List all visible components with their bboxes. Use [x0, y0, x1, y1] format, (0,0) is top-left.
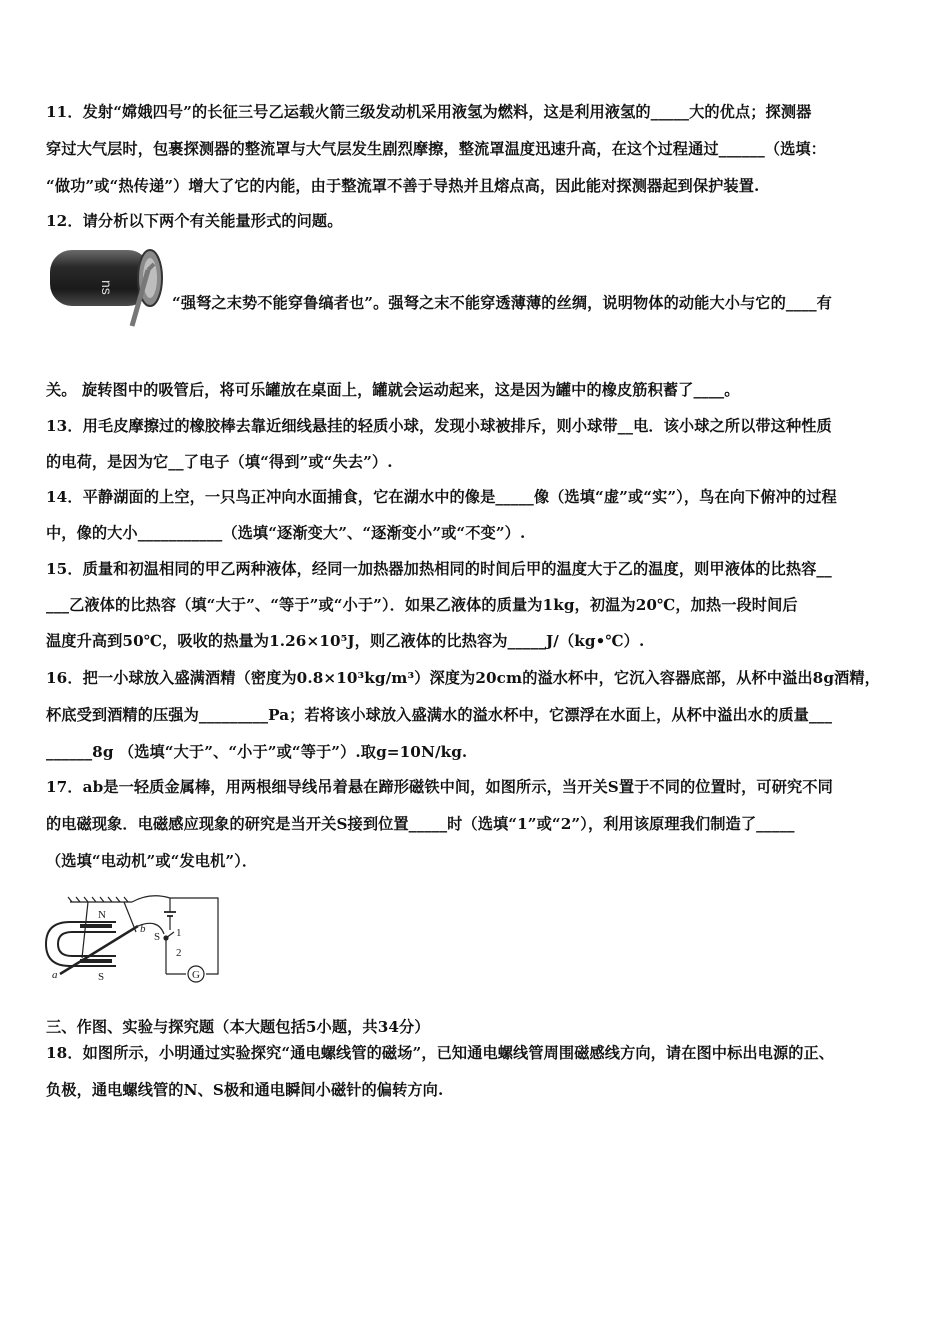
q14-line-1: 14．平静湖面的上空，一只鸟正冲向水面捕食，它在湖水中的像是_____像（选填“虚”或“实”），鸟在向下俯冲的过程 [46, 488, 837, 506]
switch-label: S [154, 931, 161, 943]
electromagnetic-circuit-figure [40, 888, 222, 984]
can-marking: ns [99, 280, 115, 295]
magnet-s-label: S [98, 971, 105, 983]
q15-line-1: 15．质量和初温相同的甲乙两种液体，经同一加热器加热相同的时间后甲的温度大于乙的温度，则甲液体的比热容__ [46, 560, 832, 578]
contact-1-label: 1 [176, 927, 182, 939]
q11-line-1: 11．发射“嫦娥四号”的长征三号乙运载火箭三级发动机采用液氢为燃料，这是利用液氢的_____大的优点；探测器 [46, 103, 812, 121]
q13-line-1: 13．用毛皮摩擦过的橡胶棒去靠近细线悬挂的轻质小球，发现小球被排斥，则小球带__电．该小球之所以带这种性质 [46, 417, 832, 435]
q11-line-2: 穿过大气层时，包裹探测器的整流罩与大气层发生剧烈摩擦，整流罩温度迅速升高，在这个过程通过______（选填： [46, 140, 826, 158]
q12-line-1: 12．请分析以下两个有关能量形式的问题。 [46, 212, 343, 230]
q17-line-2: 的电磁现象．电磁感应现象的研究是当开关S接到位置_____时（选填“1”或“2”），利用该原理我们制造了_____ [46, 815, 795, 833]
q15-line-3: 温度升高到50℃，吸收的热量为1.26×10⁵J，则乙液体的比热容为_____J/（kg•℃）. [46, 632, 645, 650]
q16-line-2: 杯底受到酒精的压强为_________Pa；若将该小球放入盛满水的溢水杯中，它漂浮在水面上，从杯中溢出水的质量___ [46, 706, 833, 724]
section-3-heading: 三、作图、实验与探究题（本大题包括5小题，共34分） [46, 1018, 430, 1036]
galvanometer-label: G [192, 969, 200, 981]
q16-line-3: ______8g （选填“大于”、“小于”或“等于”）.取g=10N/kg. [46, 743, 468, 761]
can-body [50, 250, 150, 306]
q17-line-3: （选填“电动机”或“发电机”）． [46, 852, 258, 870]
q12-line-2: “强弩之末势不能穿鲁缟者也”。强弩之末不能穿透薄薄的丝绸，说明物体的动能大小与它的____有 [172, 294, 832, 312]
q11-line-3: “做功”或“热传递”）增大了它的内能，由于整流罩不善于导热并且熔点高，因此能对探测器起到保护装置. [46, 177, 760, 195]
q18-line-1: 18．如图所示，小明通过实验探究“通电螺线管的磁场”，已知通电螺线管周围磁感线方向，请在图中标出电源的正、 [46, 1044, 835, 1062]
cola-can-figure [44, 240, 168, 328]
q18-line-2: 负极，通电螺线管的N、S极和通电瞬间小磁针的偏转方向. [46, 1081, 444, 1099]
contact-2-label: 2 [176, 947, 182, 959]
rod-b-label: b [140, 923, 146, 935]
rod-a-label: a [52, 969, 58, 981]
q17-line-1: 17．ab是一轻质金属棒，用两根细导线吊着悬在蹄形磁铁中间，如图所示，当开关S置于不同的位置时，可研究不同 [46, 778, 833, 796]
q12-line-3: 关。 旋转图中的吸管后，将可乐罐放在桌面上，罐就会运动起来，这是因为罐中的橡皮筋积蓄了____。 [46, 381, 740, 399]
q15-line-2: ___乙液体的比热容（填“大于”、“等于”或“小于”）．如果乙液体的质量为1kg，初温为20℃，加热一段时间后 [46, 596, 798, 614]
magnet-n-label: N [98, 909, 106, 921]
q16-line-1: 16．把一小球放入盛满酒精（密度为0.8×10³kg/m³）深度为20cm的溢水杯中，它沉入容器底部，从杯中溢出8g酒精， [46, 669, 880, 687]
switch-blade [166, 932, 174, 938]
q13-line-2: 的电荷，是因为它__了电子（填“得到”或“失去”）. [46, 453, 393, 471]
q14-line-2: 中，像的大小___________（选填“逐渐变大”、“逐渐变小”或“不变”）. [46, 524, 526, 542]
